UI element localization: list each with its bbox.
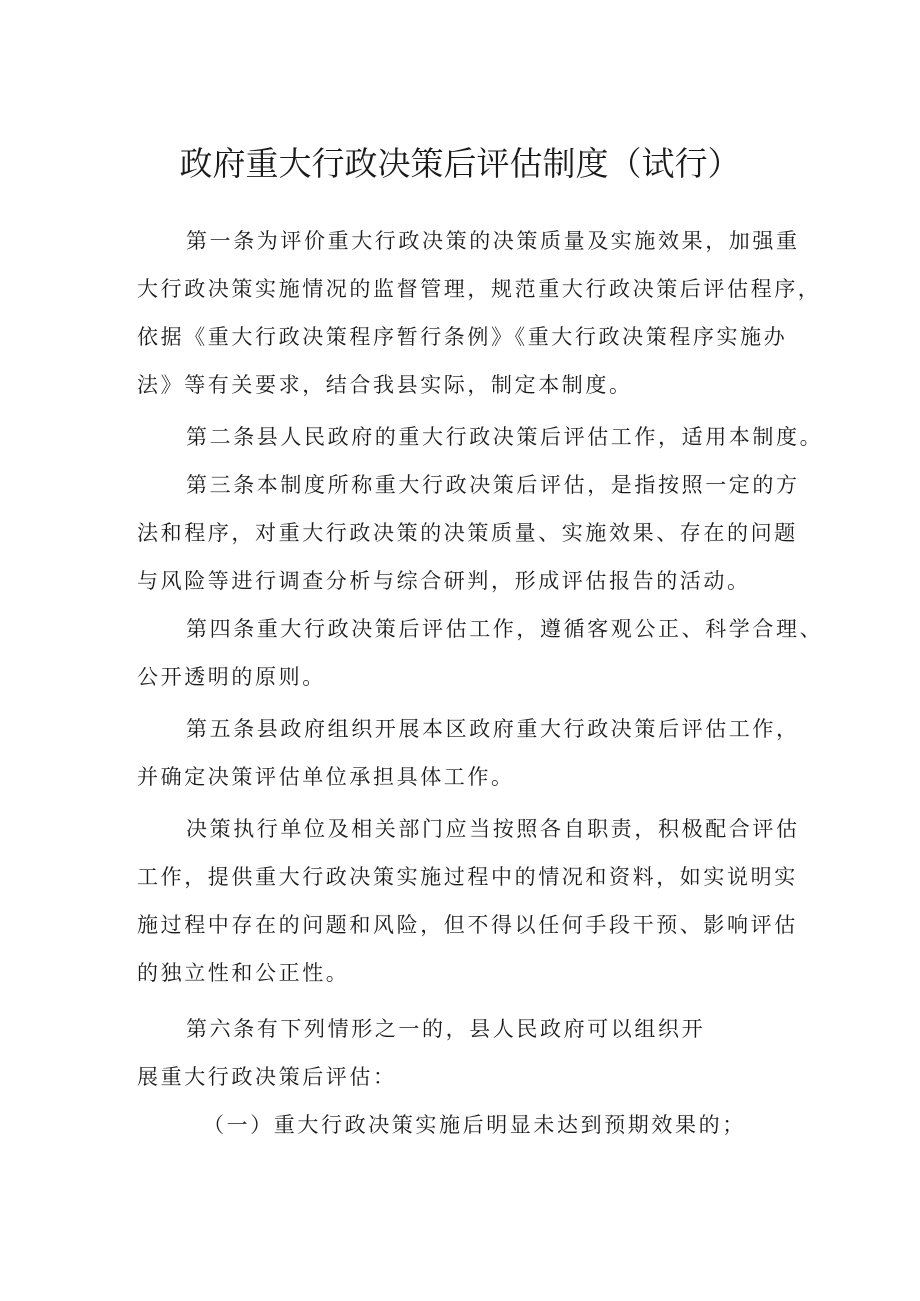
article-3-line-3: 与风险等进行调查分析与综合研判，形成评估报告的活动。 <box>137 569 751 593</box>
article-3-line-2: 法和程序，对重大行政决策的决策质量、实施效果、存在的问题 <box>137 521 798 545</box>
article-2-line-1: 第二条县人民政府的重大行政决策后评估工作，适用本制度。 <box>186 425 824 449</box>
article-5-para-2-line-4: 的独立性和公正性。 <box>137 961 350 985</box>
article-6-line-1: 第六条有下列情形之一的，县人民政府可以组织开 <box>186 1017 706 1041</box>
article-5-para-2-line-2: 工作，提供重大行政决策实施过程中的情况和资料，如实说明实 <box>137 865 798 889</box>
article-6-item-1: （一）重大行政决策实施后明显未达到预期效果的； <box>203 1113 746 1137</box>
article-1-line-1: 第一条为评价重大行政决策的决策质量及实施效果，加强重 <box>186 229 800 253</box>
article-5-para-2-line-1: 决策执行单位及相关部门应当按照各自职责，积极配合评估 <box>186 817 800 841</box>
article-1-line-3: 依据《重大行政决策程序暂行条例》《重大行政决策程序实施办 <box>137 325 788 349</box>
document-title: 政府重大行政决策后评估制度（试行） <box>179 144 741 183</box>
article-6-line-2: 展重大行政决策后评估： <box>137 1065 397 1089</box>
article-1-line-4: 法》等有关要求，结合我县实际，制定本制度。 <box>137 373 633 397</box>
article-4-line-1: 第四条重大行政决策后评估工作，遵循客观公正、科学合理、 <box>186 617 824 641</box>
article-5-para-2-line-3: 施过程中存在的问题和风险，但不得以任何手段干预、影响评估 <box>137 913 798 937</box>
article-5-line-2: 并确定决策评估单位承担具体工作。 <box>137 765 515 789</box>
article-3-line-1: 第三条本制度所称重大行政决策后评估，是指按照一定的方 <box>186 473 800 497</box>
article-1-line-2: 大行政决策实施情况的监督管理，规范重大行政决策后评估程序， <box>137 277 822 301</box>
article-5-line-1: 第五条县政府组织开展本区政府重大行政决策后评估工作， <box>186 717 800 741</box>
article-4-line-2: 公开透明的原则。 <box>137 665 326 689</box>
